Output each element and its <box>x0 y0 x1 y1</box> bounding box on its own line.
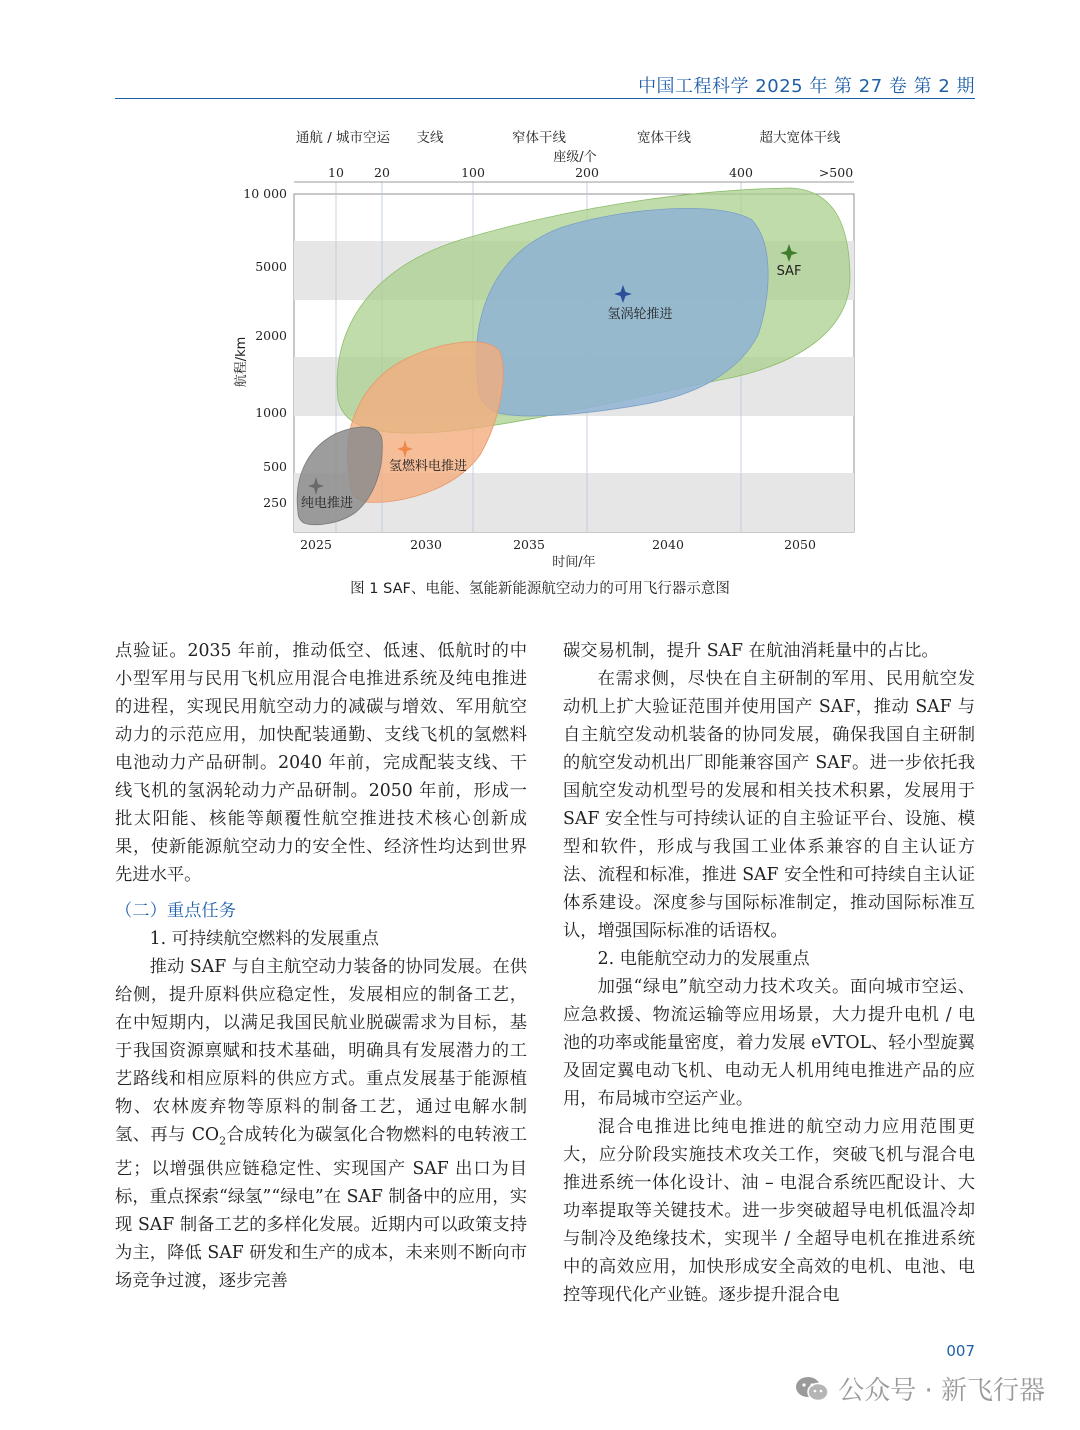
subscript: 2 <box>219 1134 227 1148</box>
x-tick-label: 2050 <box>784 537 816 552</box>
journal-title: 中国工程科学 2025 年 第 27 卷 第 2 期 <box>638 76 975 97</box>
journal-header <box>115 72 975 98</box>
top-axis-title: 座级/个 <box>553 150 597 165</box>
wechat-icon <box>794 1375 830 1403</box>
x-tick-label: 2035 <box>513 537 545 552</box>
top-tick-label: >500 <box>818 165 854 180</box>
paragraph: 混合电推进比纯电推进的航空动力应用范围更大，应分阶段实施技术攻关工作，突破飞机与混合电推进系统一体化设计、油 – 电混合系统匹配设计、大功率提取等关键技术。进一步突破超导电机低温冷却与制冷及绝缘技术，实现半 / 全超导电机在推进系统中的高效应用，加快形成安全高效的电机、电池、电控等现代化产业链。逐步提升混合电 <box>563 1117 975 1305</box>
top-tick-label: 100 <box>461 165 485 180</box>
y-tick-label: 5000 <box>255 259 287 274</box>
label-hydrogen-turbine: 氢涡轮推进 <box>607 307 673 322</box>
top-tick-label: 10 <box>328 165 344 180</box>
paragraph: 在需求侧，尽快在自主研制的军用、民用航空发动机上扩大验证范围并使用国产 SAF，推动 SAF 与自主航空发动机装备的协同发展，确保我国自主研制的航空发动机出厂即能兼容国产 SAF。进一步依托我国航空发动机型号的发展和相关技术积累，发展用于 SAF 安全性与可持续认证的自主验证平台、设施、模型和软件，形成与我国工业体系兼容的自主认证方法、流程和标准，推进 SAF 安全性和可持续自主认证体系建设。深度参与国际标准制定，推动国际标准互认，增强国际标准的话语权。 <box>563 669 975 941</box>
y-tick-label: 500 <box>263 459 287 474</box>
figure-chart <box>0 118 1080 573</box>
category-label: 支线 <box>416 130 444 146</box>
right-column <box>563 637 975 1309</box>
x-tick-label: 2030 <box>410 537 442 552</box>
x-axis-title: 时间/年 <box>552 555 596 570</box>
section-heading: （二）重点任务 <box>115 901 236 921</box>
label-saf: SAF <box>776 264 802 279</box>
page-number: 007 <box>946 1342 975 1360</box>
x-tick-label: 2040 <box>652 537 684 552</box>
left-column <box>115 637 527 1295</box>
watermark <box>794 1370 1045 1407</box>
top-tick-label: 400 <box>729 165 753 180</box>
paragraph: 点验证。2035 年前，推动低空、低速、低航时的中小型军用与民用飞机应用混合电推进系统及纯电推进的进程，实现民用航空动力的减碳与增效、军用航空动力的示范应用，加快配装通勤、支线飞机的氢燃料电池动力产品研制。2040 年前，完成配装支线、干线飞机的氢涡轮动力产品研制。2050 年前，形成一批太阳能、核能等颠覆性航空推进技术核心创新成果，使新能源航空动力的安全性、经济性均达到世界先进水平。 <box>115 641 527 885</box>
category-label: 宽体干线 <box>637 130 691 146</box>
label-hydrogen-fuel-cell: 氢燃料电推进 <box>388 459 468 474</box>
subsection-heading: 2. 电能航空动力的发展重点 <box>597 949 810 969</box>
category-label: 通航 / 城市空运 <box>295 130 391 146</box>
y-tick-label: 10 000 <box>243 186 287 201</box>
subsection-heading: 1. 可持续航空燃料的发展重点 <box>149 929 379 949</box>
paragraph: 碳交易机制，提升 SAF 在航油消耗量中的占比。 <box>563 641 939 661</box>
watermark-text: 公众号 · 新飞行器 <box>838 1376 1045 1406</box>
paragraph: 加强“绿电”航空动力技术攻关。面向城市空运、应急救援、物流运输等应用场景，大力提升电机 / 电池的功率或能量密度，着力发展 eVTOL、轻小型旋翼及固定翼电动飞机、电动无人机用纯电推进产品的应用，布局城市空运产业。 <box>563 977 975 1109</box>
paragraph-part: 合成转化为碳氢化合物燃料的电转液工艺；以增强供应链稳定性、实现国产 SAF 出口为目标，重点探索“绿氢”“绿电”在 SAF 制备中的应用，实现 SAF 制备工艺的多样化发展。近期内可以政策支持为主，降低 SAF 研发和生产的成本，未来则不断向市场竞争过渡，逐步完善 <box>115 1125 527 1292</box>
label-pure-electric: 纯电推进 <box>300 496 354 511</box>
paragraph <box>115 953 527 1295</box>
figure-caption: 图 1 SAF、电能、氢能新能源航空动力的可用飞行器示意图 <box>350 581 730 597</box>
top-tick-label: 20 <box>374 165 390 180</box>
x-tick-label: 2025 <box>300 537 332 552</box>
top-tick-label: 200 <box>575 165 599 180</box>
category-label: 窄体干线 <box>512 130 566 146</box>
y-tick-label: 1000 <box>255 405 287 420</box>
y-tick-label: 250 <box>263 495 287 510</box>
y-tick-label: 2000 <box>255 328 287 343</box>
paragraph-part: 推动 SAF 与自主航空动力装备的协同发展。在供给侧，提升原料供应稳定性，发展相应的制备工艺，在中短期内，以满足我国民航业脱碳需求为目标，基于我国资源禀赋和技术基础，明确具有发展潜力的工艺路线和相应原料的供应方式。重点发展基于能源植物、农林废弃物等原料的制备工艺，通过电解水制氢、再与 CO <box>115 957 527 1145</box>
y-axis-title: 航程/km <box>234 336 249 388</box>
header-rule <box>115 98 975 99</box>
category-label: 超大宽体干线 <box>759 130 841 146</box>
